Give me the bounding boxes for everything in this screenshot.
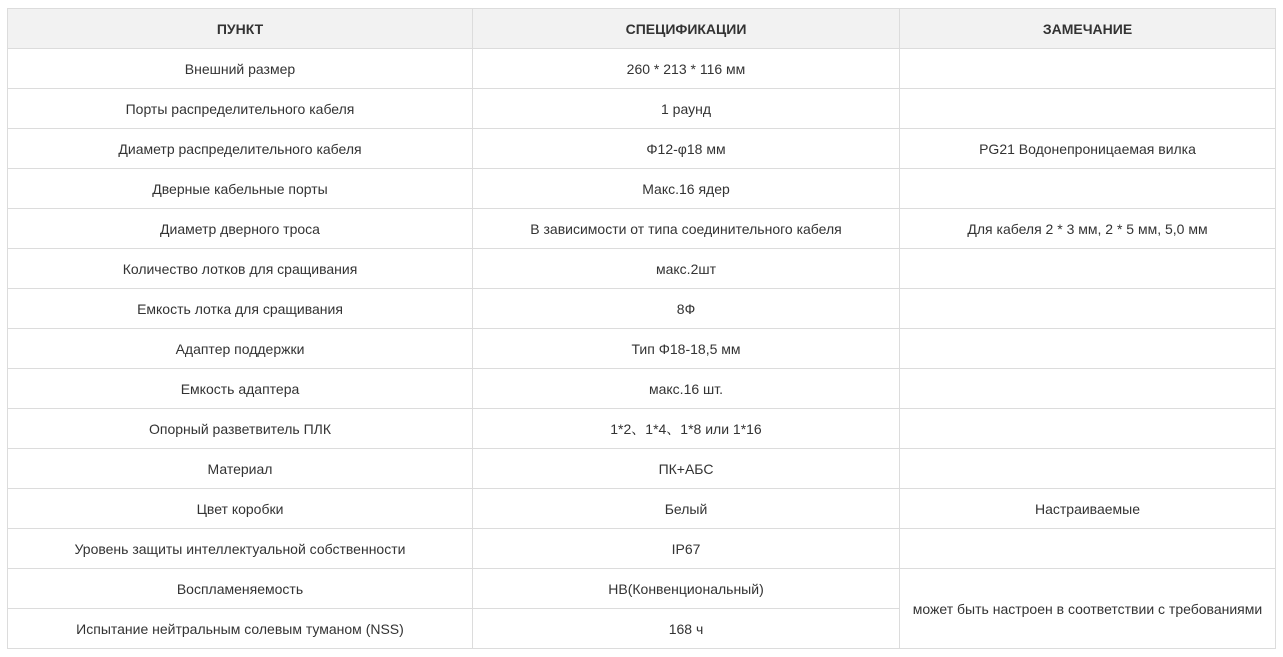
cell-spec: IP67	[473, 529, 900, 569]
cell-spec: Белый	[473, 489, 900, 529]
table-row	[8, 289, 1276, 329]
cell-item: Дверные кабельные порты	[8, 169, 473, 209]
cell-note: Настраиваемые	[900, 489, 1276, 529]
cell-note	[900, 449, 1276, 489]
cell-item: Диаметр распределительного кабеля	[8, 129, 473, 169]
table-row	[8, 209, 1276, 249]
table-row	[8, 329, 1276, 369]
cell-spec: 1*2、1*4、1*8 или 1*16	[473, 409, 900, 449]
cell-item: Адаптер поддержки	[8, 329, 473, 369]
cell-spec: 168 ч	[473, 609, 900, 649]
cell-note	[900, 49, 1276, 89]
cell-spec: 1 раунд	[473, 89, 900, 129]
cell-spec: HB(Конвенциональный)	[473, 569, 900, 609]
cell-note	[900, 89, 1276, 129]
header-note: ЗАМЕЧАНИЕ	[900, 9, 1276, 49]
table-row	[8, 529, 1276, 569]
cell-spec: 260 * 213 * 116 мм	[473, 49, 900, 89]
cell-spec: макс.16 шт.	[473, 369, 900, 409]
cell-spec: Макс.16 ядер	[473, 169, 900, 209]
cell-item: Уровень защиты интеллектуальной собственности	[8, 529, 473, 569]
cell-note	[900, 409, 1276, 449]
table-row	[8, 489, 1276, 529]
table-row	[8, 89, 1276, 129]
spec-table-container	[7, 8, 1275, 649]
cell-item: Диаметр дверного троса	[8, 209, 473, 249]
cell-item: Внешний размер	[8, 49, 473, 89]
cell-item: Опорный разветвитель ПЛК	[8, 409, 473, 449]
cell-item: Емкость адаптера	[8, 369, 473, 409]
table-row	[8, 409, 1276, 449]
table-row	[8, 129, 1276, 169]
table-row	[8, 249, 1276, 289]
cell-note	[900, 529, 1276, 569]
table-row	[8, 49, 1276, 89]
cell-item: Воспламеняемость	[8, 569, 473, 609]
cell-note	[900, 249, 1276, 289]
cell-item: Испытание нейтральным солевым туманом (NSS)	[8, 609, 473, 649]
cell-spec: Φ12-φ18 мм	[473, 129, 900, 169]
cell-item: Цвет коробки	[8, 489, 473, 529]
cell-item: Порты распределительного кабеля	[8, 89, 473, 129]
cell-item: Материал	[8, 449, 473, 489]
cell-spec: ПК+АБС	[473, 449, 900, 489]
cell-item: Количество лотков для сращивания	[8, 249, 473, 289]
table-header-row	[8, 9, 1276, 49]
header-item: ПУНКТ	[8, 9, 473, 49]
cell-spec: 8Ф	[473, 289, 900, 329]
cell-note: PG21 Водонепроницаемая вилка	[900, 129, 1276, 169]
cell-note	[900, 289, 1276, 329]
cell-note	[900, 169, 1276, 209]
cell-note	[900, 329, 1276, 369]
cell-note: Для кабеля 2 * 3 мм, 2 * 5 мм, 5,0 мм	[900, 209, 1276, 249]
table-row	[8, 369, 1276, 409]
header-spec: СПЕЦИФИКАЦИИ	[473, 9, 900, 49]
cell-spec: Тип Φ18-18,5 мм	[473, 329, 900, 369]
cell-note	[900, 369, 1276, 409]
cell-note-merged: может быть настроен в соответствии с требованиями	[900, 569, 1276, 649]
spec-table	[7, 8, 1276, 649]
table-row	[8, 569, 1276, 609]
cell-spec: макс.2шт	[473, 249, 900, 289]
cell-spec: В зависимости от типа соединительного кабеля	[473, 209, 900, 249]
table-row	[8, 169, 1276, 209]
table-row	[8, 449, 1276, 489]
cell-item: Емкость лотка для сращивания	[8, 289, 473, 329]
